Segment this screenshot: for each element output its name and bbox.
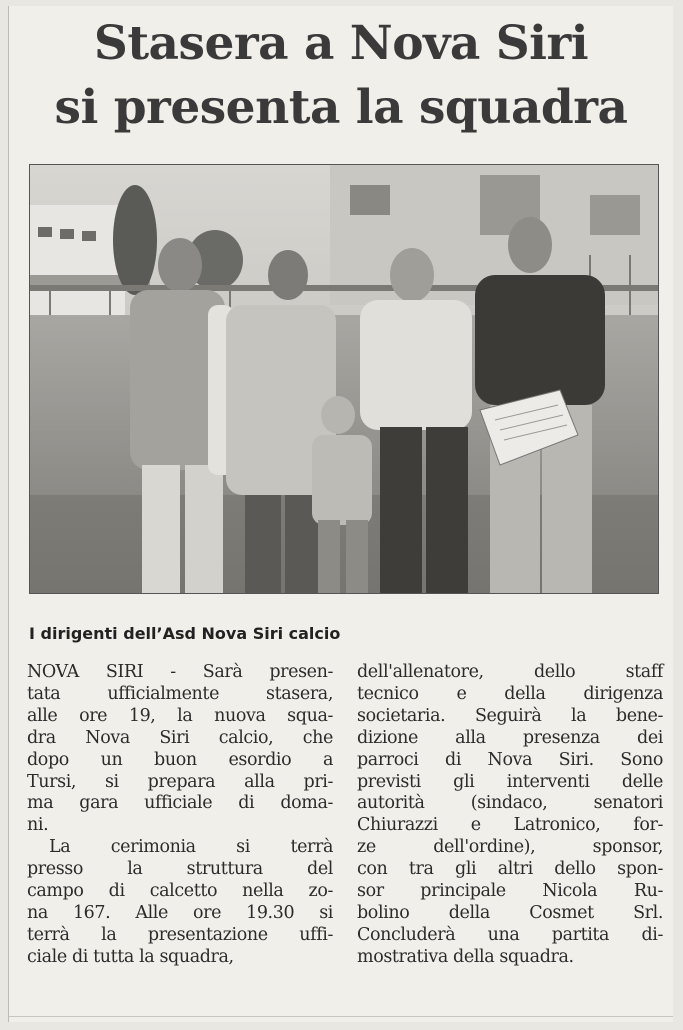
text-line: mostrativa della squadra. <box>357 946 574 967</box>
photo-illustration <box>30 165 658 593</box>
text-line: sor principale Nicola Ru- <box>357 881 663 902</box>
text-line: ni. <box>27 815 49 836</box>
text-line: previsti gli interventi delle <box>357 771 663 792</box>
headline-line-2: si presenta la squadra <box>54 80 628 135</box>
headline-line-1: Stasera a Nova Siri <box>93 16 589 71</box>
text-line: campo di calcetto nella zo- <box>27 881 333 902</box>
article-column-2 <box>357 662 663 969</box>
text-line: Concluderà una partita di- <box>357 924 663 945</box>
article-column-1 <box>27 662 333 969</box>
text-line: ciale di tutta la squadra, <box>27 946 234 967</box>
text-line: dizione alla presenza dei <box>357 727 663 748</box>
text-line: societaria. Seguirà la bene- <box>357 705 663 726</box>
text-line: tata ufficialmente stasera, <box>27 683 333 704</box>
text-line: tecnico e della dirigenza <box>357 683 663 704</box>
text-line: dra Nova Siri calcio, che <box>27 727 333 748</box>
headline <box>9 12 673 140</box>
text-line: alle ore 19, la nuova squa- <box>27 705 333 726</box>
newspaper-clipping <box>8 6 673 1022</box>
team-photo <box>29 164 659 594</box>
text-line: autorità (sindaco, senatori <box>357 793 663 814</box>
text-line: Tursi, si prepara alla pri- <box>27 771 333 792</box>
text-line: dopo un buon esordio a <box>27 749 333 770</box>
text-line: parroci di Nova Siri. Sono <box>357 749 663 770</box>
text-line: na 167. Alle ore 19.30 si <box>27 902 333 923</box>
text-line: terrà la presentazione uffi- <box>27 924 333 945</box>
text-line: ze dell'ordine), sponsor, <box>357 837 663 858</box>
text-line: Chiurazzi e Latronico, for- <box>357 815 663 836</box>
photo-caption: I dirigenti dell’Asd Nova Siri calcio <box>29 624 341 643</box>
text-line: bolino della Cosmet Srl. <box>357 902 663 923</box>
text-line: La cerimonia si terrà <box>49 837 333 858</box>
text-line: ma gara ufficiale di doma- <box>27 793 333 814</box>
bottom-rule <box>9 1016 673 1017</box>
text-line: dell'allenatore, dello staff <box>357 662 663 682</box>
text-line: con tra gli altri dello spon- <box>357 859 663 880</box>
text-line: presso la struttura del <box>27 859 333 880</box>
text-line: NOVA SIRI - Sarà presen- <box>27 662 333 682</box>
